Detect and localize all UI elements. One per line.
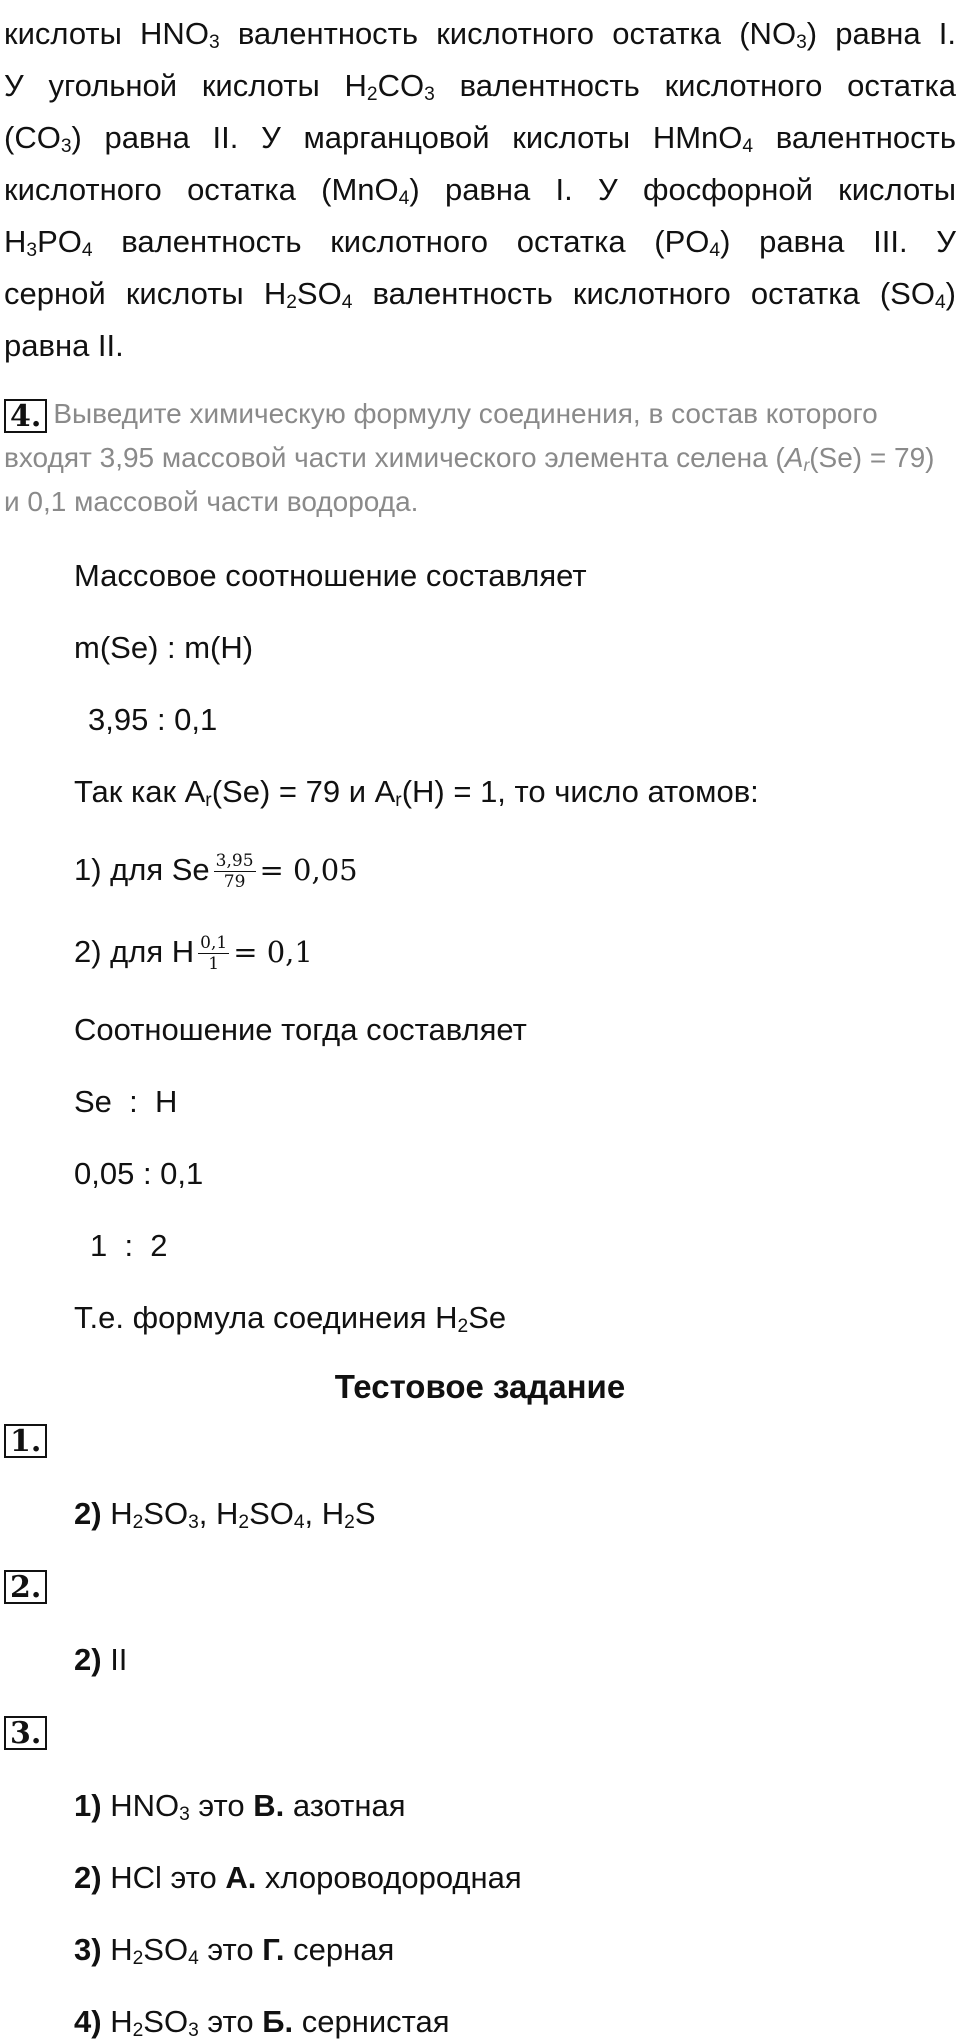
test-answer-3-4: 4) $H_2SO_3$ это Б. сернистая [74, 2004, 450, 2042]
ar-subscript: r [803, 454, 810, 475]
task-4-text-a: Выведите химическую формулу соединения, в состав которого входят 3,95 массовой части химического элемента селена ( [4, 398, 878, 473]
test-answer-1: 2) $H_2SO_3$, $H_2SO_4$, $H_2S$ [74, 1496, 376, 1534]
solution-line-2: m(Se) : m(H) [74, 630, 254, 665]
test-question-2 [4, 1570, 47, 1604]
solution-line-10: 1 : 2 [90, 1228, 168, 1263]
question-number-box: 3. [4, 1716, 47, 1750]
intro-line-3: $(CO_3)$ равна II. У марганцовой кислоты HMnO$_4$ валентность [4, 120, 956, 158]
task-number-box: 4. [4, 399, 47, 433]
intro-paragraph [4, 8, 956, 372]
solution-line-11: Т.е. формула соединеия $H_2Se$ [74, 1300, 507, 1338]
solution-line-1: Массовое соотношение составляет [74, 558, 587, 593]
solution-line-8: Se : H [74, 1084, 178, 1119]
task-4-statement [4, 392, 956, 524]
fraction-se: $\frac{3,95}{79}$ [215, 851, 254, 893]
test-question-3 [4, 1716, 47, 1750]
intro-line-7: равна II. [4, 328, 124, 363]
ar-symbol: A [784, 442, 804, 473]
test-answer-3-2: 2) HCl это А. хлороводородная [74, 1860, 522, 1895]
question-number-box: 2. [4, 1570, 47, 1604]
intro-line-4: кислотного остатка (MnO$_4$) равна I. У фосфорной кислоты [4, 172, 956, 210]
fraction-h: $\frac{0,1}{1}$ [200, 933, 228, 975]
test-question-1 [4, 1424, 47, 1458]
test-answer-3-3: 3) $H_2SO_4$ это Г. серная [74, 1932, 395, 1970]
solution-line-5: 1) для Se $\frac{3,95}{79}$ = 0,05 [74, 851, 358, 893]
intro-line-6: серной кислоты $H_2SO_4$ валентность кислотного остатка $(SO_4)$ [4, 276, 956, 314]
solution-line-6: 2) для H $\frac{0,1}{1}$ = 0,1 [74, 933, 313, 975]
test-answer-3-1: 1) $HNO_3$ это В. азотная [74, 1788, 406, 1826]
task-4-text-b: (Se) = 79) и 0,1 массовой части водорода. [4, 442, 935, 517]
solution-line-7: Соотношение тогда составляет [74, 1012, 527, 1047]
intro-line-2: У угольной кислоты $H_2CO_3$ валентность кислотного остатка [4, 68, 956, 106]
solution-line-4: Так как $A_r(Se) = 79$ и $A_r(H) = 1$, то число атомов: [74, 774, 759, 812]
intro-line-1: кислоты $HNO_3$ валентность кислотного остатка $(NO_3)$ равна I. [4, 16, 956, 54]
solution-line-9: 0,05 : 0,1 [74, 1156, 204, 1191]
solution-line-3: 3,95 : 0,1 [88, 702, 218, 737]
question-number-box: 1. [4, 1424, 47, 1458]
test-section-title: Тестовое задание [334, 1368, 626, 1405]
intro-line-5: $H_3PO_4$ валентность кислотного остатка $(PO_4)$ равна III. У [4, 224, 956, 262]
test-answer-2: 2) II [74, 1642, 128, 1677]
